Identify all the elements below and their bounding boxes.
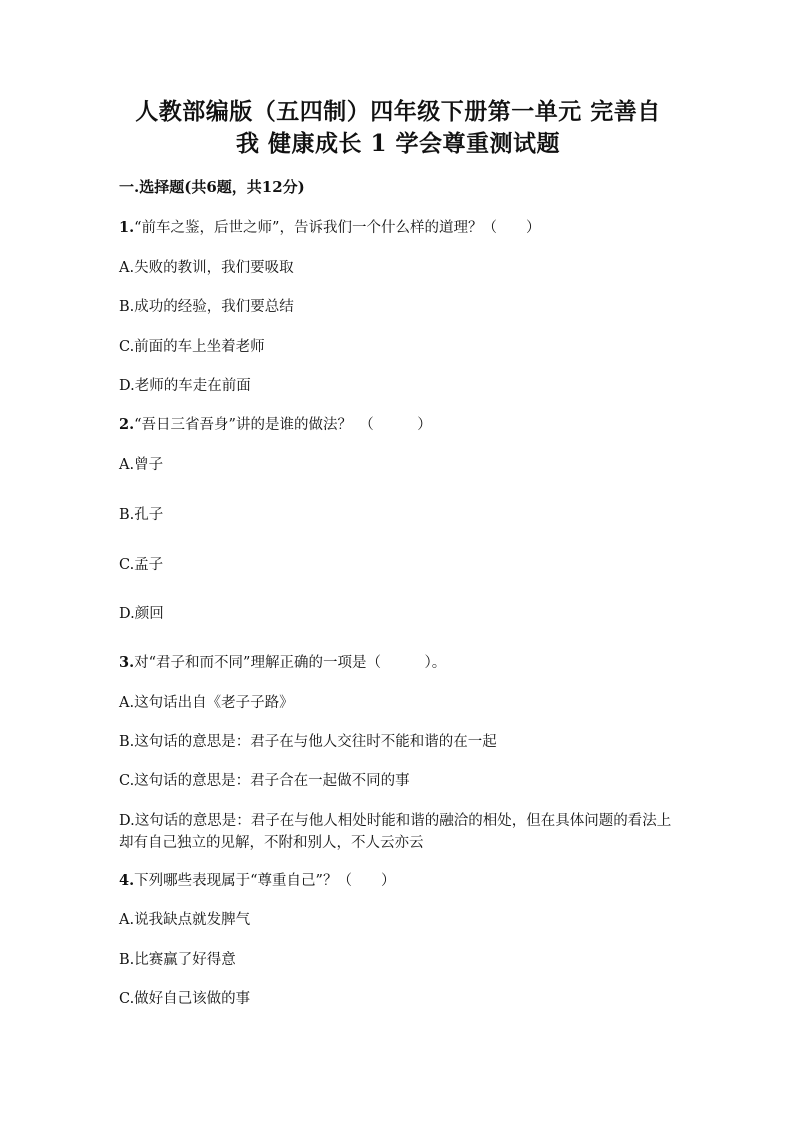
question-4-number: 4. — [119, 872, 135, 889]
question-1-option-c: C.前面的车上坐着老师 — [119, 339, 265, 355]
question-3-stem — [119, 652, 446, 674]
section-heading: 一.选择题(共6题，共12分) — [119, 178, 305, 196]
question-1-option-a: A.失败的教训，我们要吸取 — [119, 260, 294, 276]
question-4-stem — [119, 870, 395, 892]
title-line-2: 我 健康成长 1 学会尊重测试题 — [235, 130, 561, 157]
question-1-number: 1. — [119, 219, 135, 236]
question-2-option-b: B.孔子 — [119, 507, 164, 523]
question-2-option-a: A.曾子 — [119, 457, 164, 473]
question-1-option-d: D.老师的车走在前面 — [119, 378, 251, 394]
question-3-option-a: A.这句话出自《老子子路》 — [119, 695, 294, 711]
question-4-option-a: A.说我缺点就发脾气 — [119, 912, 251, 928]
question-4-text: 下列哪些表现属于“尊重自己”？（ ） — [134, 873, 396, 889]
question-2-number: 2. — [119, 416, 135, 433]
question-1-text: “前车之鉴，后世之师”，告诉我们一个什么样的道理？（ ） — [134, 220, 541, 236]
question-3-option-c: C.这句话的意思是：君子合在一起做不同的事 — [119, 773, 410, 789]
question-4-option-b: B.比赛赢了好得意 — [119, 952, 236, 968]
question-2-option-c: C.孟子 — [119, 557, 164, 573]
question-1-option-b: B.成功的经验，我们要总结 — [119, 299, 294, 315]
title-line-1: 人教部编版（五四制）四年级下册第一单元 完善自 — [135, 98, 661, 125]
question-4-option-c: C.做好自己该做的事 — [119, 991, 251, 1007]
question-2-option-d: D.颜回 — [119, 606, 164, 622]
document-title — [118, 96, 678, 160]
question-3-option-b: B.这句话的意思是：君子在与他人交往时不能和谐的在一起 — [119, 734, 497, 750]
question-3-text: 对“君子和而不同”理解正确的一项是（ ）。 — [134, 655, 447, 671]
question-3-number: 3. — [119, 654, 135, 671]
question-2-text: “吾日三省吾身”讲的是谁的做法？ （ ） — [134, 417, 432, 433]
question-1-stem — [119, 217, 540, 239]
question-2-stem — [119, 414, 432, 436]
question-3-option-d: D.这句话的意思是：君子在与他人相处时能和谐的融洽的相处，但在具体问题的看法上却有自己独立的见解，不附和别人，不人云亦云 — [119, 813, 672, 851]
